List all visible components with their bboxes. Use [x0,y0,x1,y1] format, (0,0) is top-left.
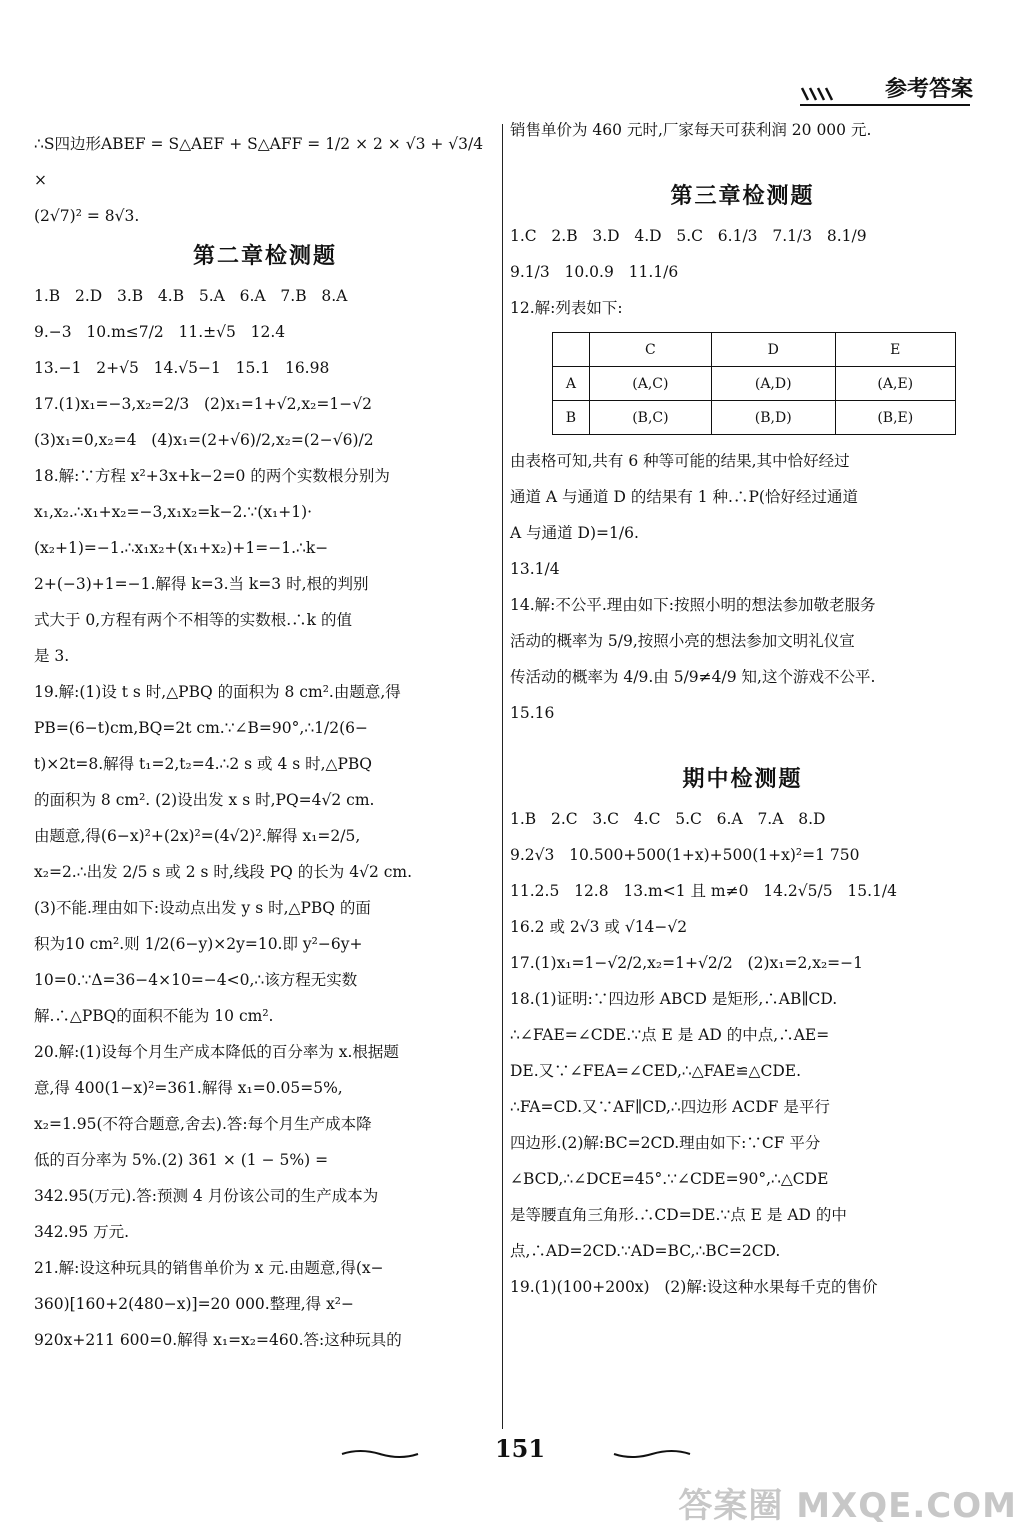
section-title: 第二章检测题 [192,243,337,269]
text-line: 意,得 400(1−x)²=361.解得 x₁=0.05=5%, [34,1079,343,1097]
table-cell: C [589,333,711,367]
text-line: 解.∴△PBQ的面积不能为 10 cm². [34,1007,274,1025]
text-line: (3)不能.理由如下:设动点出发 y s 时,△PBQ 的面 [34,899,371,917]
text-line: 16.2 或 2√3 或 √14−√2 [510,918,688,936]
section-title: 期中检测题 [682,766,803,792]
text-line: t)×2t=8.解得 t₁=2,t₂=4.∴2 s 或 4 s 时,△PBQ [34,755,372,773]
footer-right-flourish-icon [612,1448,692,1460]
text-line: 1.B 2.D 3.B 4.B 5.A 6.A 7.B 8.A [34,287,348,305]
table-cell: A [553,367,590,401]
text-line: 传活动的概率为 4/9.由 5/9≠4/9 知,这个游戏不公平. [510,668,876,686]
text-line: 20.解:(1)设每个月生产成本降低的百分率为 x.根据题 [34,1043,399,1061]
text-line: 销售单价为 460 元时,厂家每天可获利润 20 000 元. [510,121,872,139]
table-cell: E [835,333,955,367]
table-cell: B [553,401,590,435]
header-decoration-icon [800,84,840,104]
table-cell: (A,E) [835,367,955,401]
table-cell [553,333,590,367]
text-line: 18.解:∵方程 x²+3x+k−2=0 的两个实数根分别为 [34,467,390,485]
text-line: 10=0.∵Δ=36−4×10=−4<0,∴该方程无实数 [34,971,358,989]
text-line: 342.95 万元. [34,1223,130,1241]
right-column-bottom [510,443,975,1305]
page-number: 151 [494,1434,546,1463]
text-line: 19.解:(1)设 t s 时,△PBQ 的面积为 8 cm².由题意,得 [34,683,401,701]
text-line: 9.1/3 10.0.9 11.1/6 [510,263,679,281]
text-line: 由题意,得(6−x)²+(2x)²=(4√2)².解得 x₁=2/5, [34,827,361,845]
text-line: DE.又∵∠FEA=∠CED,∴△FAE≌△CDE. [510,1062,802,1080]
text-line: 360)[160+2(480−x)]=20 000.整理,得 x²− [34,1295,355,1313]
table-cell: (A,D) [711,367,835,401]
text-line: 积为10 cm².则 1/2(6−y)×2y=10.即 y²−6y+ [34,935,363,953]
text-line: 由表格可知,共有 6 种等可能的结果,其中恰好经过 [510,452,850,470]
text-line: ∴S四边形ABEF = S△AEF + S△AFF = 1/2 × 2 × √3 + √3/4 × [34,135,489,189]
text-line: 19.(1)(100+200x) (2)解:设这种水果每千克的售价 [510,1278,878,1296]
text-line: 四边形.(2)解:BC=2CD.理由如下:∵CF 平分 [510,1134,821,1152]
table-cell: (B,C) [589,401,711,435]
text-line: 920x+211 600=0.解得 x₁=x₂=460.答:这种玩具的 [34,1331,402,1349]
text-line: x₂=2.∴出发 2/5 s 或 2 s 时,线段 PQ 的长为 4√2 cm. [34,863,413,881]
table-row [553,401,956,435]
text-line: 通道 A 与通道 D 的结果有 1 种.∴P(恰好经过通道 [510,488,858,506]
text-line: 2+(−3)+1=−1.解得 k=3.当 k=3 时,根的判别 [34,575,369,593]
table-cell: D [711,333,835,367]
outcome-table [552,332,956,435]
text-line: x₁,x₂.∴x₁+x₂=−3,x₁x₂=k−2.∵(x₁+1)· [34,503,313,521]
text-line: 18.(1)证明:∵四边形 ABCD 是矩形,∴AB∥CD. [510,990,838,1008]
text-line: x₂=1.95(不符合题意,舍去).答:每个月生产成本降 [34,1115,372,1133]
footer-left-flourish-icon [340,1448,420,1460]
right-column-top [510,112,975,326]
text-line: (x₂+1)=−1.∴x₁x₂+(x₁+x₂)+1=−1.∴k− [34,539,329,557]
text-line: 342.95(万元).答:预测 4 月份该公司的生产成本为 [34,1187,379,1205]
text-line: 点,∴AD=2CD.∵AD=BC,∴BC=2CD. [510,1242,781,1260]
text-line: 1.C 2.B 3.D 4.D 5.C 6.1/3 7.1/3 8.1/9 [510,227,867,245]
table-cell: (B,D) [711,401,835,435]
text-line: 15.16 [510,704,555,722]
text-line: 13.1/4 [510,560,560,578]
text-line: 1.B 2.C 3.C 4.C 5.C 6.A 7.A 8.D [510,810,826,828]
table-row [553,367,956,401]
text-line: 17.(1)x₁=1−√2/2,x₂=1+√2/2 (2)x₁=2,x₂=−1 [510,954,864,972]
text-line: PB=(6−t)cm,BQ=2t cm.∵∠B=90°,∴1/2(6− [34,719,369,737]
text-line: 式大于 0,方程有两个不相等的实数根.∴k 的值 [34,611,352,629]
right-column [510,112,975,1305]
text-line: (2√7)² = 8√3. [34,207,140,225]
column-divider [502,124,503,1429]
watermark: 答案圈 MXQE.COM [678,1486,1017,1526]
text-line: ∠BCD,∴∠DCE=45°.∵∠CDE=90°,∴△CDE [510,1170,829,1188]
text-line: ∴FA=CD.又∵AF∥CD,∴四边形 ACDF 是平行 [510,1098,830,1116]
text-line: 9.2√3 10.500+500(1+x)+500(1+x)²=1 750 [510,846,860,864]
text-line: 14.解:不公平.理由如下:按照小明的想法参加敬老服务 [510,596,876,614]
header-title: 参考答案 [884,76,973,102]
text-line: 11.2.5 12.8 13.m<1 且 m≠0 14.2√5/5 15.1/4 [510,882,897,900]
table-header-row [553,333,956,367]
text-line: 17.(1)x₁=−3,x₂=2/3 (2)x₁=1+√2,x₂=1−√2 [34,395,372,413]
text-line: 活动的概率为 5/9,按照小亮的想法参加文明礼仪宣 [510,632,855,650]
text-line: 的面积为 8 cm². (2)设出发 x s 时,PQ=4√2 cm. [34,791,375,809]
text-line: A 与通道 D)=1/6. [510,524,639,542]
text-line: 是等腰直角三角形.∴CD=DE.∵点 E 是 AD 的中 [510,1206,847,1224]
table-cell: (B,E) [835,401,955,435]
text-line: 低的百分率为 5%.(2) 361 × (1 − 5%) = [34,1151,329,1169]
section-title: 第三章检测题 [670,183,815,209]
text-line: (3)x₁=0,x₂=4 (4)x₁=(2+√6)/2,x₂=(2−√6)/2 [34,431,374,449]
text-line: 是 3. [34,647,70,665]
text-line: 12.解:列表如下: [510,299,623,317]
text-line: 9.−3 10.m≤7/2 11.±√5 12.4 [34,323,286,341]
left-column [34,126,496,1358]
header-rule [800,104,970,106]
text-line: 21.解:设这种玩具的销售单价为 x 元.由题意,得(x− [34,1259,384,1277]
table-cell: (A,C) [589,367,711,401]
text-line: 13.−1 2+√5 14.√5−1 15.1 16.98 [34,359,330,377]
text-line: ∴∠FAE=∠CDE.∵点 E 是 AD 的中点,∴AE= [510,1026,830,1044]
